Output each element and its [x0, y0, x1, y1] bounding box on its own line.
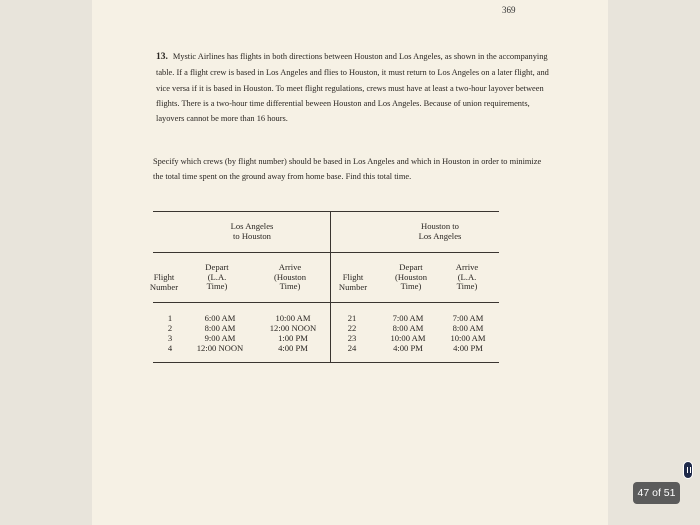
header-depart-houston: Depart (Houston Time) — [395, 262, 427, 292]
instructions-paragraph: Specify which crews (by flight number) should be based in Los Angeles and which in Houston in order to minimize the total time spent on the ground away from home base. Find this total time. — [153, 157, 542, 182]
table-cell: 9:00 AM — [204, 333, 236, 343]
problem-paragraph — [156, 49, 551, 126]
page-number: 369 — [502, 5, 516, 15]
group-header-la-to-houston: Los Angeles to Houston — [230, 221, 274, 241]
book-page — [92, 0, 608, 525]
table-bottom-rule — [153, 362, 499, 363]
table-cell: 22 — [347, 323, 357, 333]
table-cell: 21 — [347, 313, 357, 323]
column-hou-depart — [382, 313, 434, 353]
column-la-arrive — [259, 313, 327, 353]
table-cell: 24 — [347, 343, 357, 353]
table-cell: 23 — [347, 333, 357, 343]
table-cell: 12:00 NOON — [269, 323, 317, 333]
scroll-handle[interactable] — [683, 461, 693, 479]
column-hou-arrive — [442, 313, 494, 353]
problem-number: 13. — [156, 52, 168, 62]
table-cell: 10:00 AM — [390, 333, 426, 343]
table-group-rule — [153, 252, 499, 253]
scroll-grip-icon — [687, 467, 691, 473]
table-cell: 10:00 AM — [450, 333, 486, 343]
header-flight-number-la: Flight Number — [149, 272, 179, 292]
table-cell: 4:00 PM — [453, 343, 483, 353]
table-cell: 4 — [167, 343, 173, 353]
table-cell: 4:00 PM — [278, 343, 308, 353]
table-cell: 3 — [167, 333, 173, 343]
table-cell: 8:00 AM — [392, 323, 424, 333]
column-la-flight — [164, 313, 176, 353]
header-depart-la: Depart (L.A. Time) — [205, 262, 229, 292]
header-arrive-houston: Arrive (Houston Time) — [274, 262, 306, 292]
header-flight-number-hou: Flight Number — [338, 272, 368, 292]
page-indicator: 47 of 51 — [633, 482, 680, 504]
problem-text: Mystic Airlines has flights in both directions between Houston and Los Angeles, as shown in the accompanying table. If a flight crew is based in Los Angeles and flies to Houston, it must return to Los Angeles on a later flight, and vice versa if it is based in Houston. To meet flight regulations, crews must have at least a two-hour layover between flights. There is a two-hour time differential beween Houston and Los Angeles. Because of union requirements, layovers cannot be more than 16 hours. — [156, 52, 549, 124]
table-cell: 8:00 AM — [204, 323, 236, 333]
table-divider — [330, 211, 331, 363]
table-cell: 8:00 AM — [452, 323, 484, 333]
table-cell: 2 — [167, 323, 173, 333]
table-cell: 7:00 AM — [392, 313, 424, 323]
table-cell: 6:00 AM — [204, 313, 236, 323]
table-top-rule — [153, 211, 499, 212]
table-cell: 10:00 AM — [275, 313, 311, 323]
table-cell: 12:00 NOON — [196, 343, 244, 353]
table-cell: 1 — [167, 313, 173, 323]
header-arrive-la: Arrive (L.A. Time) — [455, 262, 479, 292]
group-header-houston-to-la: Houston to Los Angeles — [418, 221, 462, 241]
table-cell: 1:00 PM — [278, 333, 308, 343]
column-la-depart — [190, 313, 250, 353]
table-header-rule — [153, 302, 499, 303]
column-hou-flight — [342, 313, 362, 353]
table-cell: 7:00 AM — [452, 313, 484, 323]
table-cell: 4:00 PM — [393, 343, 423, 353]
